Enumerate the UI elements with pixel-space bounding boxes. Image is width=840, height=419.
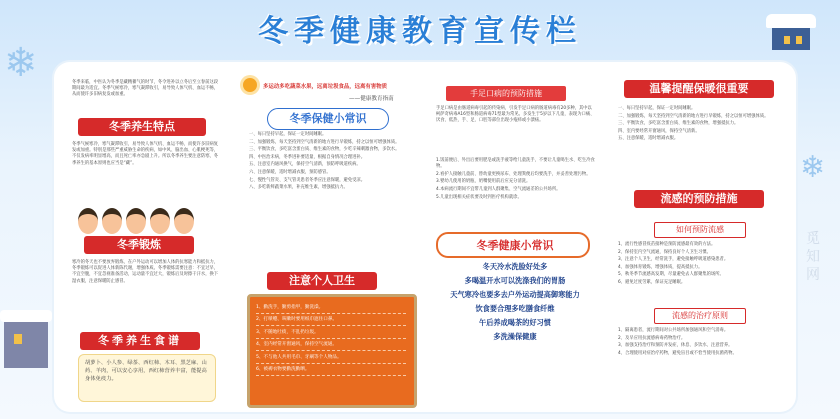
snowflake-icon: ❄	[4, 40, 38, 86]
list-item: 2.看护人接触儿童前、替幼童更换尿布、处理粪便后均要洗手，并妥善处理污物。	[436, 171, 591, 177]
list-item: 多洗澡保健康	[493, 332, 537, 341]
section-text: 手足口病是由肠道病毒引起的传染病，引发手足口病的肠道病毒有20多种，其中以柯萨奇病毒A16型和肠道病毒71型最为常见。多发生于5岁以下儿童，表现为口痛、厌食、低热，手、足、口腔等部位出现小疱疹或小溃疡。	[436, 106, 595, 124]
section-heading: 冬季锻炼	[84, 236, 194, 254]
column-3	[430, 62, 600, 412]
list-item: 5.儿童出现相关症状要及时到医疗机构就诊。	[436, 194, 522, 200]
byline: ——健康教育指南	[349, 96, 394, 102]
food-text: 胡萝卜、小人参、绿茶、西红柿、木耳、黑芝麻、山药、羊肉，可以安心享用，西红柿营养丰富，能提高身体免疫力。	[85, 360, 207, 382]
list-item: 6、被褥衣物要勤洗勤晒。	[256, 365, 406, 376]
list-item: 二、加强锻炼，每天坚持到空气清新的地方进行早锻炼，持之以恒可增强体质。	[249, 139, 400, 145]
list-item: 3、加强支持治疗和预防并发症，休息、多饮水、注意营养。	[618, 343, 733, 349]
list-item: 2、及早应用抗流感病毒药物治疗。	[618, 335, 686, 341]
hygiene-list	[256, 303, 406, 377]
list-item: 八、多吃新鲜蔬菜水果，补充维生素，增强抵抗力。	[249, 185, 348, 191]
section-heading: 手足口病的预防措施	[446, 86, 566, 101]
list-item: 5、不与他人共用毛巾、牙刷等个人物品。	[256, 353, 406, 364]
list-item: 3.婴幼儿使用的奶瓶、奶嘴使用前后应充分清洗。	[436, 179, 531, 185]
watermark: 觅知网	[806, 231, 820, 283]
list-item: 一、每日坚持早起，保证一定时间睡眠。	[249, 132, 327, 137]
list-item: 3、注意个人卫生，经常洗手，避免接触呼吸道感染患者。	[618, 257, 729, 263]
list-item: 3、不随地吐痰，不乱扔垃圾。	[256, 328, 406, 339]
intro-text: 冬季来临，中医认为冬季是藏精蓄气的时节，冬令进补以立冬后至立春前这段期间最为适宜。冬季气候寒冷，寒气凝滞收引，易导致人体气机、血运不畅，从而使许多旧病复发或加重。	[72, 80, 219, 98]
column-1	[64, 62, 234, 412]
warm-list	[618, 106, 784, 144]
food-box	[78, 354, 216, 402]
list-item: 2、保持室内空气流通，保持良好个人卫生习惯。	[618, 249, 711, 255]
slogan: 多运动多吃蔬菜水果，远离垃圾食品，远离有害物质	[263, 84, 387, 90]
list-item: 4、室内经常开窗通风，保持空气流通。	[256, 340, 406, 351]
section-heading: 注意个人卫生	[267, 272, 377, 290]
tips-list	[430, 260, 600, 344]
list-item: 1、勤洗手，勤剪指甲，勤洗澡。	[256, 303, 406, 314]
sub-heading: 如何预防流感	[654, 222, 746, 238]
section-text: 寒冷的冬天也不要放弃锻炼，在户外运动可以增加人体的抗寒能力和抵抗力，冬季锻炼可以促进人体新陈代谢，增强体质。冬季锻炼需要注意：不宜过早，不宜空腹，不宜忽视准备活动，运动量不宜过大，锻炼后及时擦干汗水，换下湿衣服，注意保暖防止感冒。	[72, 260, 219, 284]
board	[54, 62, 796, 412]
list-item: 1、流行性感冒疫苗接种是预防流感最有效的方法。	[618, 242, 716, 247]
section-heading: 冬季养生食谱	[80, 332, 200, 350]
list-item: 6、避免过度劳累，保证充足睡眠。	[618, 279, 686, 285]
sub-heading: 流感的治疗原则	[654, 308, 746, 324]
hygiene-board	[247, 294, 417, 408]
section-heading: 冬季健康小常识	[476, 239, 554, 252]
list-item: 天气寒冷也要多去户外运动提高御寒能力	[450, 290, 580, 299]
list-item: 五、注意保暖，适时增减衣服。	[618, 136, 679, 142]
snowflake-icon: ❄	[800, 150, 826, 185]
list-item: 七、慢性气管炎、支气管炎患者冬季应注意保暖，避免受凉。	[249, 177, 366, 183]
section-text: 冬季气候寒冷，寒气凝滞收引，易导致人体气机、血运不畅，而使许多旧病复发或加重。特别是那些严重威胁生命的疾病，如中风、脑出血、心肌梗死等，不仅发病率明显增高，而且死亡率亦急剧上升。所以冬季养生要注意防寒，冬季养生的基本原则也应当是“藏”。	[72, 142, 219, 166]
house-icon	[0, 300, 52, 370]
section-heading: 流感的预防措施	[634, 190, 764, 208]
list-item: 4、加强体育锻炼，增强体质，提高抵抗力。	[618, 264, 703, 270]
list-item: 饮食要合理多吃膳食纤维	[475, 304, 555, 313]
column-2	[239, 62, 419, 412]
column-4	[610, 62, 790, 412]
section-heading: 冬季养生特点	[78, 118, 206, 136]
prevention-list	[618, 242, 784, 288]
list-item: 1.饭前便后、外出后要用肥皂或洗手液等给儿童洗手，不要让儿童喝生水、吃生冷食物。	[436, 158, 595, 170]
list-item: 5、秋冬季节流感高发期，尽量避免去人群聚集的场所。	[618, 272, 724, 278]
list-item: 四、室内要经常开窗通风，保持空气清新。	[618, 128, 700, 134]
treatment-list	[618, 328, 784, 358]
list-item: 三、平衡饮食，多吃富含蛋白质、维生素的食物，增强抵抗力。	[618, 121, 739, 127]
list-item: 二、加强锻炼，每天坚持到空气清新的地方进行早锻炼，持之以恒可增强体质。	[618, 113, 769, 119]
list-item: 1、隔离患者，流行期间对公共场所加强通风和空气消毒。	[618, 328, 729, 333]
list-item: 午后养成喝茶的好习惯	[479, 318, 551, 327]
tips-list	[249, 132, 409, 193]
list-item: 五、注意室内通风换气，保持空气清新，预防呼吸道疾病。	[249, 162, 361, 168]
list-item: 四、中医治未病，冬季进补要适量，根据自身情况合理进补。	[249, 154, 366, 160]
list-item: 4.本病流行期间不宜带儿童到人群聚集、空气流通差的公共场所。	[436, 186, 561, 192]
section-heading: 冬季保健小常识	[267, 108, 389, 130]
list-item: 2、打喷嚏、咳嗽时要用纸巾遮住口鼻。	[256, 315, 406, 326]
sun-icon	[243, 78, 257, 92]
list-item: 多喝温开水可以洗涤我们的胃肠	[464, 276, 566, 285]
points-list	[436, 158, 596, 202]
list-item: 三、平衡饮食，多吃富含蛋白质、维生素的食物，少吃辛辣刺激食物，多饮水。	[249, 147, 400, 153]
list-item: 一、每日坚持早起，保证一定时间睡眠。	[618, 106, 696, 111]
list-item: 4、合理使用对症治疗药物，避免盲目或不恰当使用抗菌药物。	[618, 350, 737, 356]
kids-illustration	[78, 208, 208, 236]
page-title: 冬季健康教育宣传栏	[258, 14, 582, 49]
list-item: 冬天冷水洗脸好处多	[482, 262, 548, 271]
list-item: 六、注意保暖，适时增减衣服，预防感冒。	[249, 169, 331, 175]
section-heading: 温馨提醒保暖很重要	[624, 80, 774, 98]
